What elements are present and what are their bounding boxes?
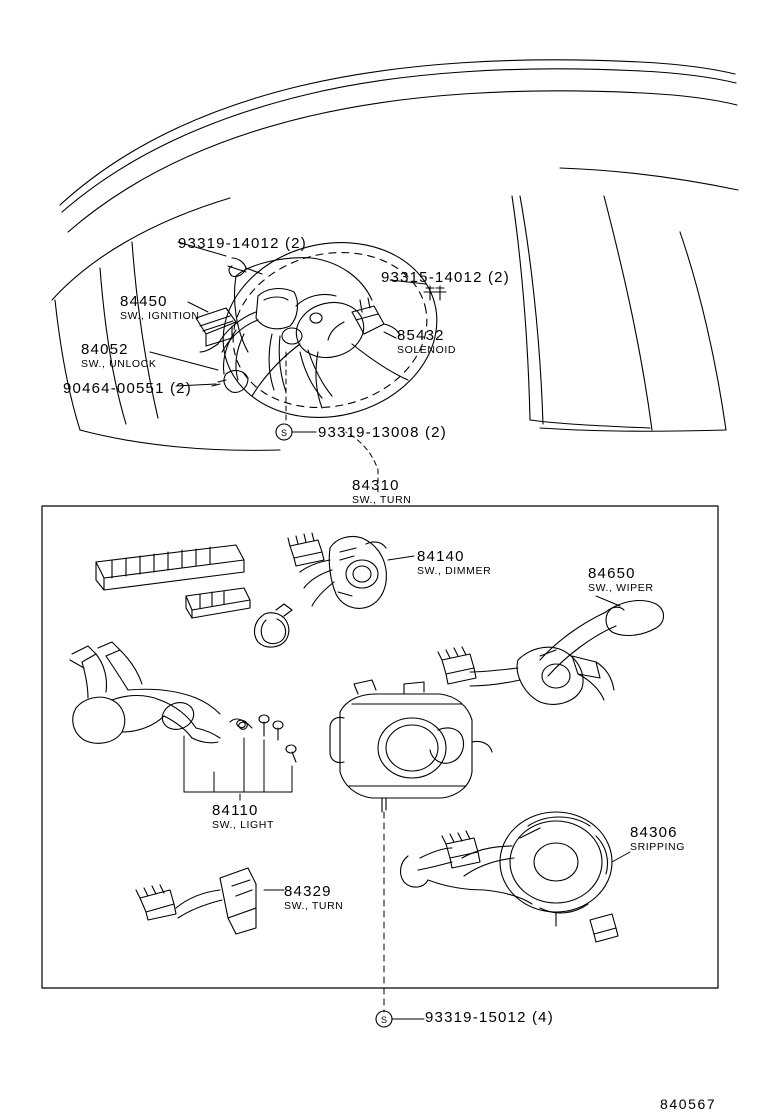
part-number: 93315-14012 (2) [381, 269, 510, 286]
part-desc: SOLENOID [397, 343, 457, 356]
part-number: 93319-15012 (4) [425, 1009, 554, 1026]
part-desc: SW., DIMMER [417, 564, 492, 577]
part-desc: SRIPPING [630, 840, 685, 853]
part-number: 84140 [417, 548, 465, 565]
part-number: 93319-14012 (2) [178, 235, 307, 252]
svg-text:S: S [280, 428, 288, 438]
part-label-84110 [212, 803, 274, 831]
part-number: 85432 [397, 327, 445, 344]
part-number: 93319-13008 (2) [318, 424, 447, 441]
part-label-93319-15012 [425, 1010, 554, 1026]
part-number: 84052 [81, 341, 129, 358]
part-label-84140 [417, 549, 491, 577]
part-number: 84310 [352, 477, 400, 494]
part-label-84650 [588, 566, 654, 594]
sheet-code: 840567 [660, 1096, 717, 1112]
part-number: 84329 [284, 883, 332, 900]
part-label-84052 [81, 342, 156, 370]
part-label-85432 [397, 328, 456, 356]
part-number: 84450 [120, 293, 168, 310]
part-number: 84110 [212, 802, 259, 819]
part-label-93315-14012 [381, 270, 510, 286]
part-number: 84650 [588, 565, 636, 582]
part-desc: SW., UNLOCK [81, 357, 157, 370]
part-desc: SW., TURN [352, 493, 412, 506]
part-label-90464-00551 [63, 381, 192, 397]
part-desc: SW., IGNITION [120, 309, 200, 322]
part-label-84329 [284, 884, 343, 912]
part-label-84306 [630, 825, 685, 853]
part-number: 90464-00551 (2) [63, 380, 192, 397]
part-number: 84306 [630, 824, 678, 841]
part-desc: SW., WIPER [588, 581, 654, 594]
part-desc: SW., TURN [284, 899, 344, 912]
part-label-93319-14012 [178, 236, 307, 252]
part-desc: SW., LIGHT [212, 818, 275, 831]
part-label-93319-13008 [318, 425, 447, 441]
part-label-84310 [352, 478, 411, 506]
part-label-84450 [120, 294, 200, 322]
svg-text:S: S [380, 1015, 388, 1025]
